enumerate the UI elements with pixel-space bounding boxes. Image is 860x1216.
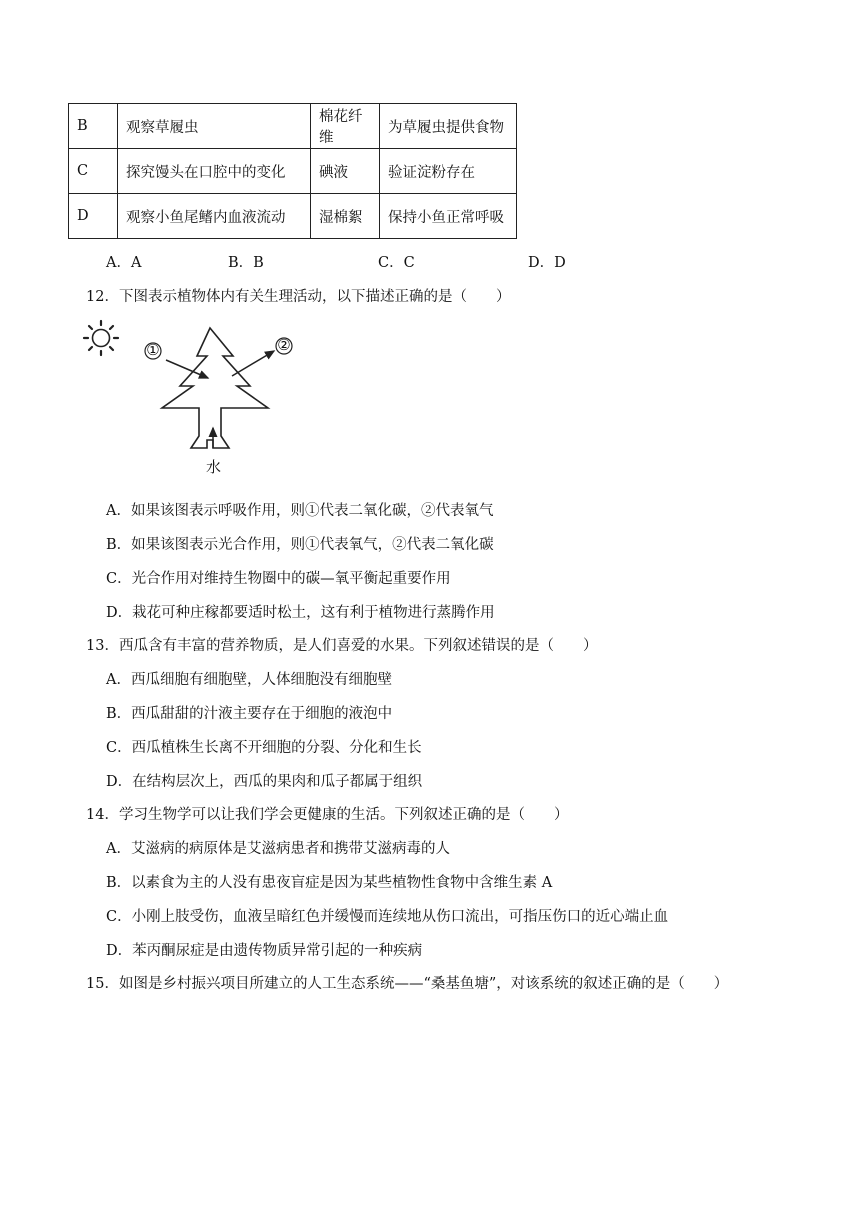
experiment-table (68, 103, 517, 239)
arrow-2 (232, 351, 274, 376)
table-cell: 验证淀粉存在 (380, 149, 517, 194)
q13-option-b: B．西瓜甜甜的汁液主要存在于细胞的液泡中 (106, 706, 393, 722)
table-cell: 为草履虫提供食物 (380, 104, 517, 149)
table-cell: 碘液 (311, 149, 380, 194)
table-cell: 棉花纤维 (311, 104, 380, 149)
q11-option-c: C．C (378, 255, 415, 271)
q13-option-a: A．西瓜细胞有细胞壁，人体细胞没有细胞壁 (106, 672, 392, 688)
table-cell: 探究馒头在口腔中的变化 (118, 149, 311, 194)
table-row (69, 104, 517, 149)
q12-stem: 12．下图表示植物体内有关生理活动，以下描述正确的是（ ） (86, 289, 511, 305)
label-1: ① (146, 341, 160, 359)
q14-option-a: A．艾滋病的病原体是艾滋病患者和携带艾滋病毒的人 (106, 841, 450, 857)
table-cell: 湿棉絮 (311, 194, 380, 239)
q11-option-b: B．B (228, 255, 264, 271)
q14-stem: 14．学习生物学可以让我们学会更健康的生活。下列叙述正确的是（ ） (86, 807, 569, 823)
q13-stem: 13．西瓜含有丰富的营养物质，是人们喜爱的水果。下列叙述错误的是（ ） (86, 638, 598, 654)
label-water: 水 (206, 458, 222, 476)
table-cell: 保持小鱼正常呼吸 (380, 194, 517, 239)
sun-icon (84, 321, 118, 355)
q13-option-d: D．在结构层次上，西瓜的果肉和瓜子都属于组织 (106, 774, 423, 790)
table-cell: 观察草履虫 (118, 104, 311, 149)
table-cell: C (69, 149, 118, 194)
table-cell: 观察小鱼尾鳍内血液流动 (118, 194, 311, 239)
table-cell: D (69, 194, 118, 239)
table-cell: B (69, 104, 118, 149)
q11-option-a: A．A (106, 255, 142, 271)
q13-option-c: C．西瓜植株生长离不开细胞的分裂、分化和生长 (106, 740, 422, 756)
q12-option-d: D．栽花可种庄稼都要适时松土，这有利于植物进行蒸腾作用 (106, 605, 495, 621)
label-2: ② (277, 336, 291, 354)
table-row (69, 149, 517, 194)
q11-option-d: D．D (528, 255, 566, 271)
q12-option-b: B．如果该图表示光合作用，则①代表氧气，②代表二氧化碳 (106, 537, 494, 553)
q14-option-c: C．小刚上肢受伤，血液呈暗红色并缓慢而连续地从伤口流出，可指压伤口的近心端止血 (106, 909, 669, 925)
q15-stem: 15．如图是乡村振兴项目所建立的人工生态系统——“桑基鱼塘”，对该系统的叙述正确的是（ ） (86, 976, 729, 992)
table-row (69, 194, 517, 239)
q11-options (0, 251, 860, 271)
q14-option-b: B．以素食为主的人没有患夜盲症是因为某些植物性食物中含维生素 A (106, 875, 553, 891)
q12-option-c: C．光合作用对维持生物圈中的碳—氧平衡起重要作用 (106, 571, 451, 587)
q14-option-d: D．苯丙酮尿症是由遗传物质异常引起的一种疾病 (106, 943, 423, 959)
q12-option-a: A．如果该图表示呼吸作用，则①代表二氧化碳，②代表氧气 (106, 503, 494, 519)
tree-outline (162, 328, 268, 448)
